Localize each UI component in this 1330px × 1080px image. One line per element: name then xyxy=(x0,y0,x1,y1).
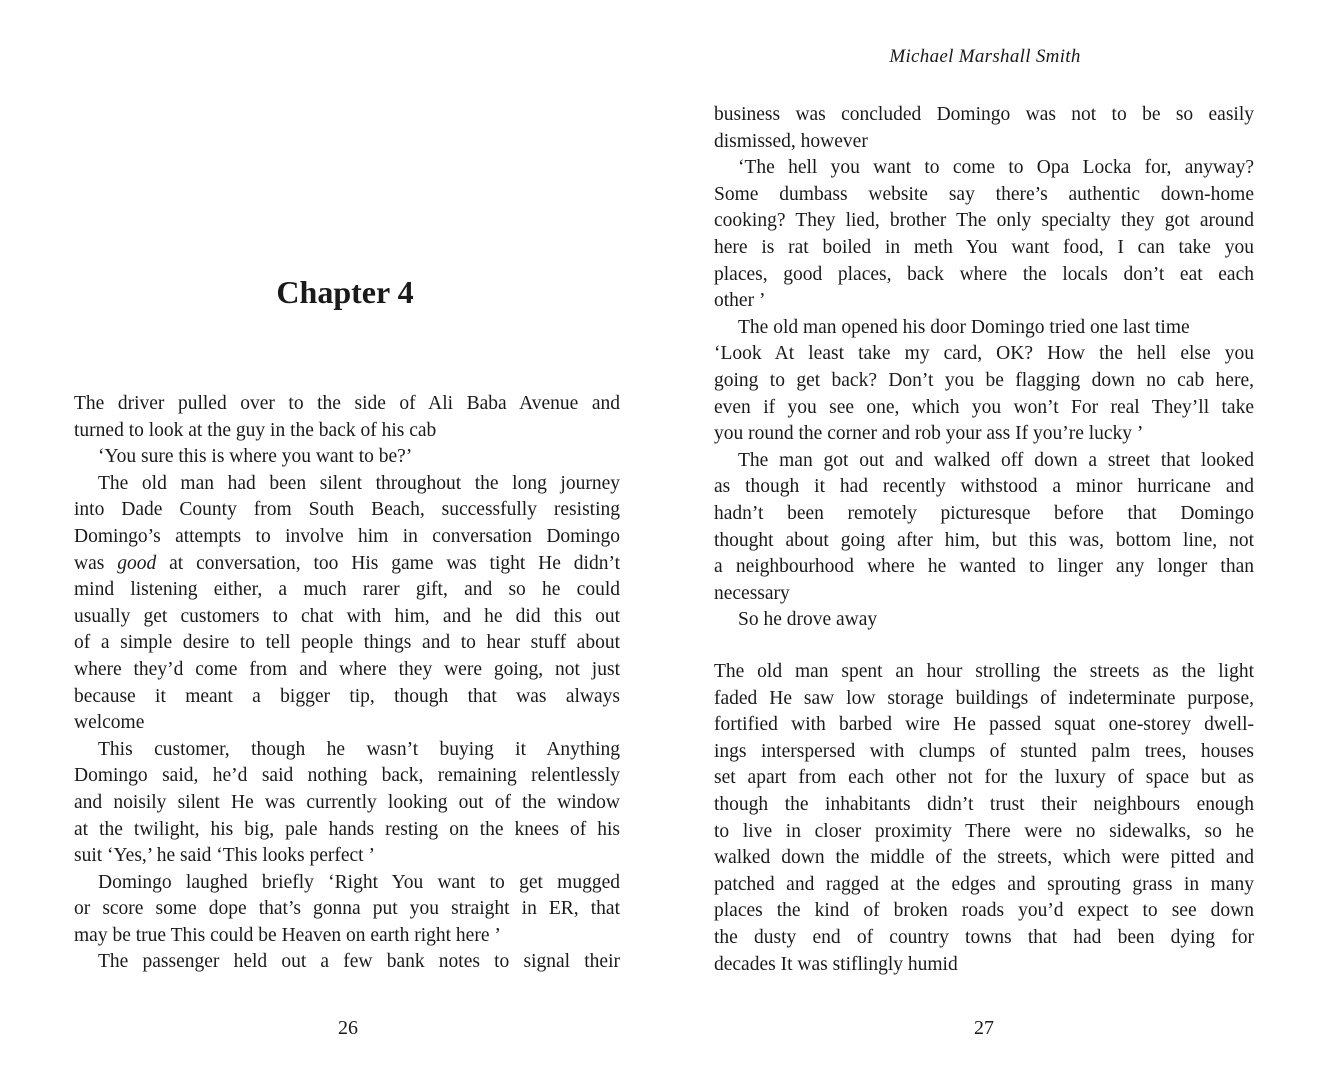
chapter-title: Chapter 4 xyxy=(276,274,414,310)
text-line: here is rat boiled in meth You want food, I can take you xyxy=(714,236,1254,258)
text-line: because it meant a bigger tip, though that was always xyxy=(74,685,620,707)
text-line: The driver pulled over to the side of Ali Baba Avenue and xyxy=(74,393,620,414)
text-line: Some dumbass website say there’s authentic down-home xyxy=(714,183,1254,205)
text-line: the dusty end of country towns that had been dying for xyxy=(714,926,1254,948)
text-line: though the inhabitants didn’t trust their neighbours enough xyxy=(714,793,1254,815)
text-line: to live in closer proximity There were no sidewalks, so he xyxy=(714,820,1254,842)
text-line: Domingo laughed briefly ‘Right You want to get mugged xyxy=(98,871,620,893)
text-fragment: at conversation, too His game was tight He didn’t xyxy=(169,552,621,574)
text-line: going to get back? Don’t you be flagging down no cab here, xyxy=(714,369,1254,391)
text-line: usually get customers to chat with him, and he did this out xyxy=(74,605,620,627)
text-line: faded He saw low storage buildings of indeterminate purpose, xyxy=(714,687,1254,709)
text-line: The old man had been silent throughout the long journey xyxy=(98,472,620,494)
left-page-body xyxy=(74,391,620,976)
text-line: necessary xyxy=(714,582,790,604)
text-line: at the twilight, his big, pale hands resting on the knees of his xyxy=(74,818,620,840)
text-line: turned to look at the guy in the back of his cab xyxy=(74,419,437,441)
text-line: The passenger held out a few bank notes to signal their xyxy=(98,951,620,973)
text-line: hadn’t been remotely picturesque before that Domingo xyxy=(714,502,1254,524)
text-line: Domingo’s attempts to involve him in conversation Domingo xyxy=(74,525,620,547)
text-line: This customer, though he wasn’t buying it Anything xyxy=(98,738,620,760)
text-line: suit ‘Yes,’ he said ‘This looks perfect ’ xyxy=(74,845,375,867)
right-page xyxy=(665,0,1330,1080)
text-line: The man got out and walked off down a street that looked xyxy=(738,449,1254,471)
text-line: welcome xyxy=(74,712,145,734)
text-line: The old man opened his door Domingo tried one last time xyxy=(738,316,1190,338)
text-line: ‘The hell you want to come to Opa Locka for, anyway? xyxy=(738,157,1254,179)
text-line: places, good places, back where the locals don’t eat each xyxy=(714,263,1254,285)
text-line: cooking? They lied, brother The only specialty they got around xyxy=(714,210,1254,232)
text-line: business was concluded Domingo was not to be so easily xyxy=(714,104,1254,125)
right-page-body-bottom xyxy=(714,659,1254,978)
text-line: Domingo said, he’d said nothing back, remaining relentlessly xyxy=(74,765,620,787)
text-line: where they’d come from and where they were going, not just xyxy=(74,658,620,680)
text-line: other ’ xyxy=(714,290,766,312)
page-number: 27 xyxy=(974,1017,994,1039)
text-line xyxy=(74,551,620,578)
text-line: patched and ragged at the edges and sprouting grass in many xyxy=(714,873,1254,895)
text-line: you round the corner and rob your ass If you’re lucky ’ xyxy=(714,423,1144,445)
text-fragment: was xyxy=(74,552,105,574)
text-line: may be true This could be Heaven on earth right here ’ xyxy=(74,924,501,946)
emphasis-text: good xyxy=(117,552,157,574)
text-line: ‘Look At least take my card, OK? How the hell else you xyxy=(714,343,1254,365)
text-line: set apart from each other not for the luxury of space but as xyxy=(714,767,1254,789)
text-line: ings interspersed with clumps of stunted palm trees, houses xyxy=(714,740,1254,762)
text-line: or score some dope that’s gonna put you straight in ER, that xyxy=(74,898,620,920)
text-line: a neighbourhood where he wanted to linger any longer than xyxy=(714,556,1254,578)
running-head: Michael Marshall Smith xyxy=(889,46,1081,67)
text-line: places the kind of broken roads you’d expect to see down xyxy=(714,900,1254,922)
text-line: walked down the middle of the streets, which were pitted and xyxy=(714,847,1254,869)
text-line: dismissed, however xyxy=(714,130,868,152)
text-line: decades It was stiflingly humid xyxy=(714,953,958,975)
right-page-body-top xyxy=(714,102,1254,634)
page-number: 26 xyxy=(338,1017,358,1039)
text-line: and noisily silent He was currently looking out of the window xyxy=(74,791,620,813)
text-line: even if you see one, which you won’t For real They’ll take xyxy=(714,396,1254,418)
text-line: thought about going after him, but this was, bottom line, not xyxy=(714,529,1254,551)
text-line: mind listening either, a much rarer gift, and so he could xyxy=(74,579,620,601)
text-line: as though it had recently withstood a minor hurricane and xyxy=(714,476,1254,498)
text-line: of a simple desire to tell people things and to hear stuff about xyxy=(74,632,620,654)
text-line: fortified with barbed wire He passed squat one-storey dwell- xyxy=(714,714,1254,736)
text-line: into Dade County from South Beach, successfully resisting xyxy=(74,499,620,521)
text-line: The old man spent an hour strolling the streets as the light xyxy=(714,661,1254,682)
text-line: ‘You sure this is where you want to be?’ xyxy=(98,446,413,468)
text-line: So he drove away xyxy=(738,609,878,631)
